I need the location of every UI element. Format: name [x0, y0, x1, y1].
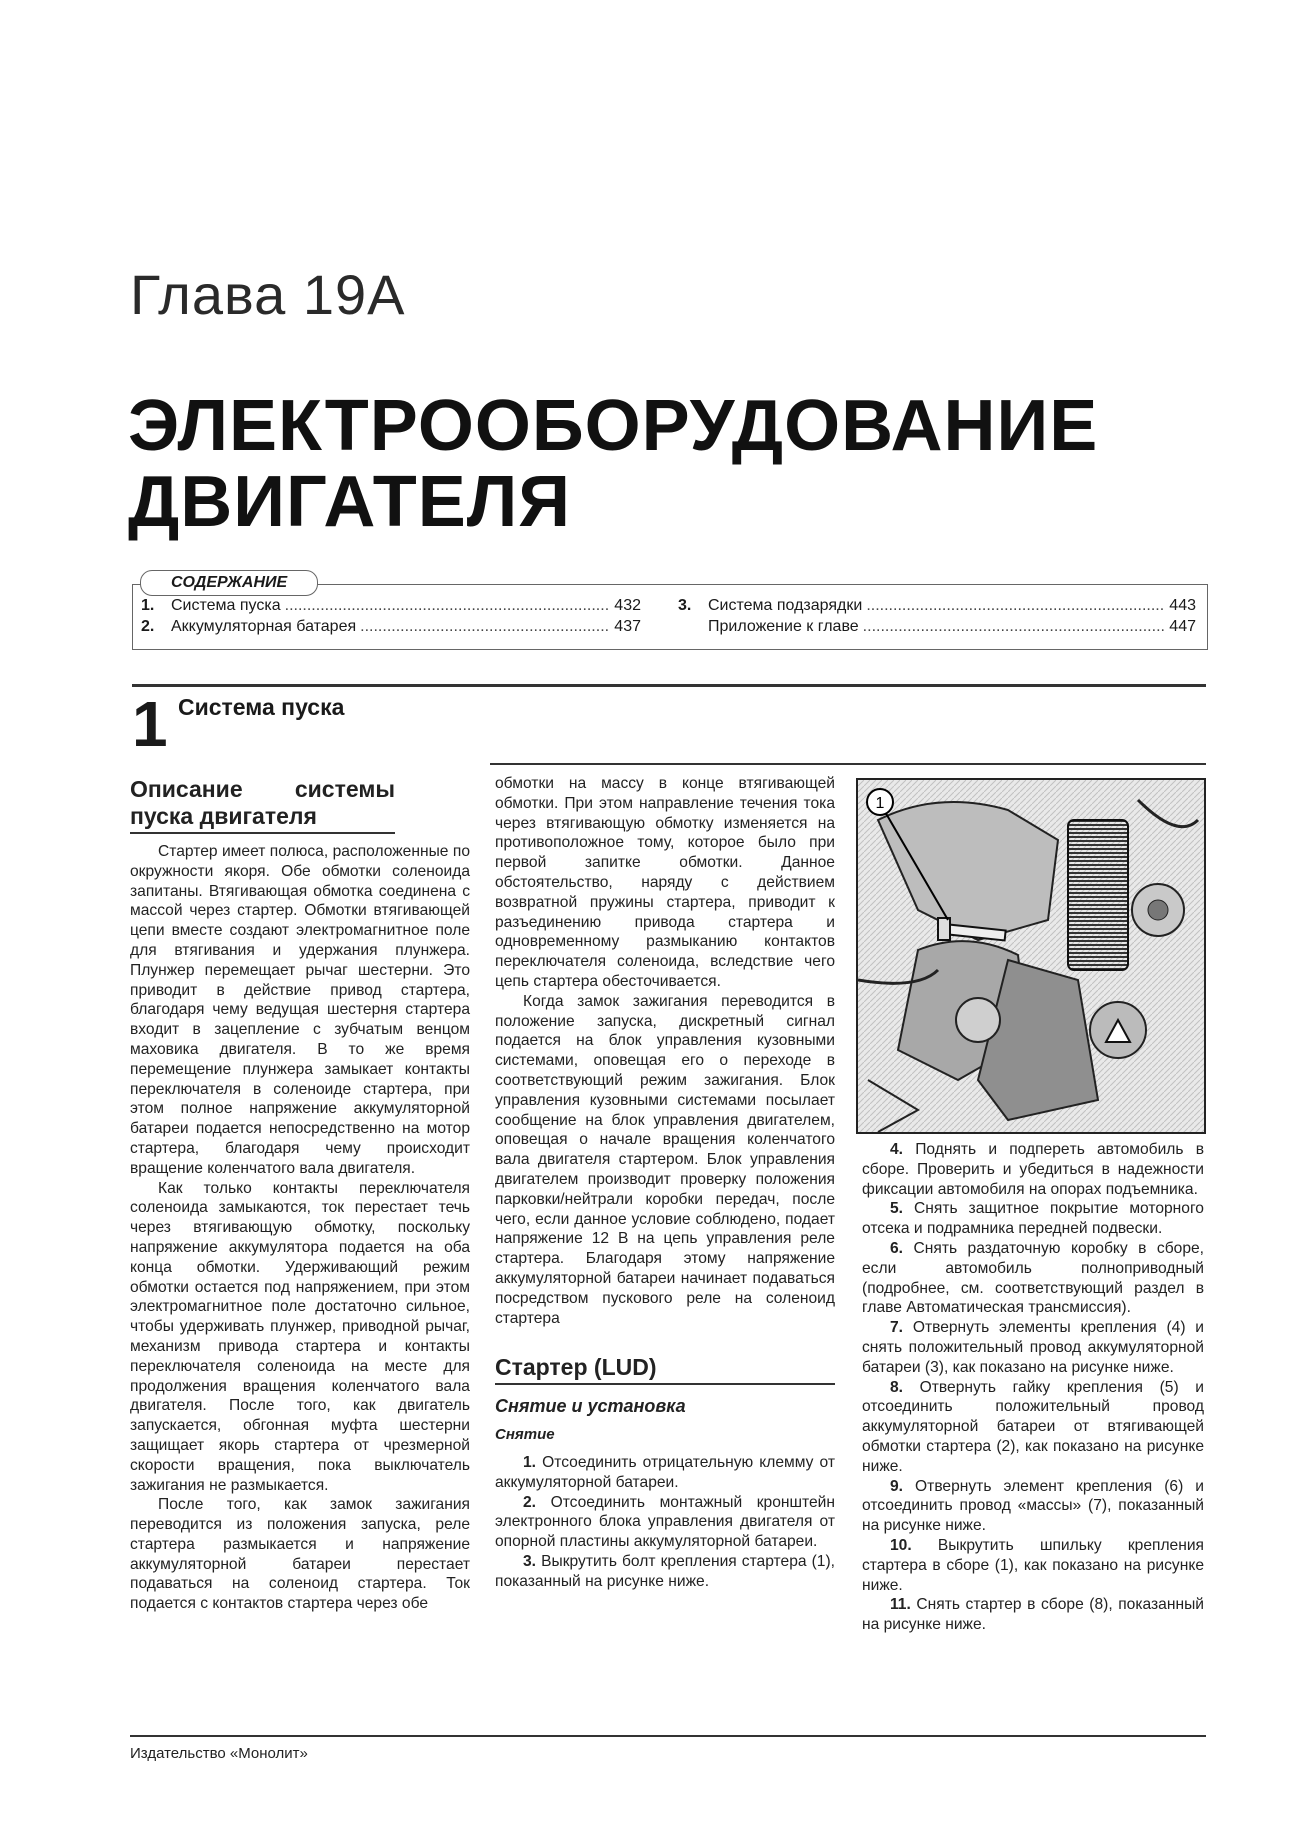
paragraph: обмотки на массу в конце втягивающей обмотки. При этом направление течения тока через втягивающую обмотку изменяется на противоположное тому, которое было при первой запитке обмотки. Данное обстоятельство, наряду с действием возвратной пружины стартера, приводит к разъединению привода стартера и одновременному размыканию контактов переключателя соленоида, вследствие чего цепь стартера обесточивается.: [495, 775, 835, 990]
heading-description: Описание системы пуска двигателя: [130, 776, 395, 834]
paragraph: После того, как замок зажигания переводится из положения запуска, реле стартера размыкается и напряжение аккумуляторной батареи перестает подаваться на соленоид стартера. Ток подается с контактов стартера через обе: [130, 1496, 470, 1613]
paragraph: Стартер имеет полюса, расположенные по окружности якоря. Обе обмотки соленоида запитаны. Втягивающая обмотка соединена с массой через стартер. Обмотки втягивающей цепи вместе создают электромагнитное поле для втягивания и удержания плунжера. Плунжер перемещает рычаг шестерни. Это приводит в действие привод стартера, благодаря чему ведущая шестерня стартера входит в зацепление с зубчатым венцом маховика двигателя. В то же время перемещение плунжера замыкает контакты переключателя в соленоиде стартера, при этом полное напряжение аккумуляторной батареи подается непосредственно на мотор стартера, благодаря чему происходит вращение коленчатого вала двигателя.: [130, 843, 470, 1177]
column-3: [862, 1140, 1204, 1635]
step-item: 11. Снять стартер в сборе (8), показанный на рисунке ниже.: [862, 1596, 1204, 1634]
step-item: 10. Выкрутить шпильку крепления стартера в сборе (1), как показано на рисунке ниже.: [862, 1536, 1204, 1594]
chapter-label: Глава 19А: [130, 263, 406, 326]
section-rule: [132, 684, 1206, 687]
step-item: 9. Отвернуть элемент крепления (6) и отсоединить провод «массы» (7), показанный на рисунке ниже.: [862, 1477, 1204, 1535]
step-item: 4. Поднять и подперeть автомобиль в сборе. Проверить и убедиться в надежности фиксации автомобиля на опорах подъемника.: [862, 1141, 1204, 1198]
section-title: Система пуска: [178, 694, 345, 720]
toc-item[interactable]: 1. Система пуска ..... 432: [141, 595, 641, 616]
footer-rule: [130, 1735, 1206, 1737]
section-number: 1: [132, 688, 168, 760]
step-item: 7. Отвернуть элементы крепления (4) и снять положительный провод аккумуляторной батареи (3), как показано на рисунке ниже.: [862, 1319, 1205, 1376]
subheading-removal-install: Снятие и установка: [495, 1396, 686, 1417]
heading-starter: Стартер (LUD): [495, 1354, 835, 1385]
step-item: 2. Отсоединить монтажный кронштейн электронного блока управления двигателя от опорной пластины аккумуляторной батареи.: [495, 1493, 835, 1551]
step-item: 1. Отсоединить отрицательную клемму от аккумуляторной батареи.: [495, 1453, 835, 1491]
step-item: 5. Снять защитное покрытие моторного отсека и подрамника передней подвески.: [862, 1200, 1204, 1238]
toc-item[interactable]: 3. Система подзарядки ..... 443: [678, 595, 1196, 616]
toc-heading: СОДЕРЖАНИЕ: [140, 570, 318, 596]
figure-callout-1: 1: [875, 795, 885, 812]
columns-top-rule: [490, 763, 1206, 765]
chapter-title-line1: ЭЛЕКТРООБОРУДОВАНИЕ: [128, 386, 1099, 466]
subheading-removal: Снятие: [495, 1426, 555, 1444]
chapter-title-line2: ДВИГАТЕЛЯ: [128, 462, 572, 542]
engine-photo: [856, 778, 1206, 1134]
step-item: 3. Выкрутить болт крепления стартера (1), показанный на рисунке ниже.: [495, 1552, 835, 1590]
chapter-title: [128, 388, 1108, 540]
toc-item[interactable]: Приложение к главе ..... 447: [678, 616, 1196, 637]
engine-illustration: [858, 780, 1204, 1132]
publisher-footer: Издательство «Монолит»: [130, 1745, 308, 1762]
paragraph: Как только контакты переключателя соленоида замыкаются, ток перестает течь через втягивающую обмотку, поскольку напряжение аккумулятора подается на оба конца обмотки. Удерживающий режим обмотки остается под напряжением, при этом электромагнитное поле достаточно сильное, чтобы удерживать плунжер, приводной рычаг, механизм привода стартера и контакты переключателя соленоида на месте для продолжения вращения коленчатого вала двигателя. После того, как двигатель запускается, обгонная муфта шестерни защищает якорь стартера от чрезмерной скорости вращения, пока выключатель зажигания не размыкается.: [130, 1179, 470, 1494]
step-item: 6. Снять раздаточную коробку в сборе, если автомобиль полноприводный (подробнее, см. соответствующий раздел в главе Автоматическая трансмиссия).: [862, 1239, 1204, 1317]
step-item: 8. Отвернуть гайку крепления (5) и отсоединить положительный провод аккумуляторной батареи от втягивающей обмотки стартера (2), как показано на рисунке ниже.: [862, 1378, 1205, 1475]
column-1: [130, 776, 470, 1614]
paragraph: Когда замок зажигания переводится в положение запуска, дискретный сигнал подается на блок управления кузовными системами, оповещая его о переходе в соответствующий режим зажигания. Блок управления кузовными системами посылает сообщение на блок управления двигателем, оповещая о начале вращения коленчатого вала двигателя стартером. Блок управления двигателем производит проверку положения парковки/нейтрали коробки передач, после чего, если данное условие соблюдено, подает напряжение 12 В на цепь управления реле стартера. Благодаря этому напряжение аккумуляторной батареи начинает подаваться посредством пускового реле на соленоид стартера: [495, 992, 835, 1327]
column-2: [495, 774, 835, 1591]
toc-item[interactable]: 2. Аккумуляторная батарея ..... 437: [141, 616, 641, 637]
